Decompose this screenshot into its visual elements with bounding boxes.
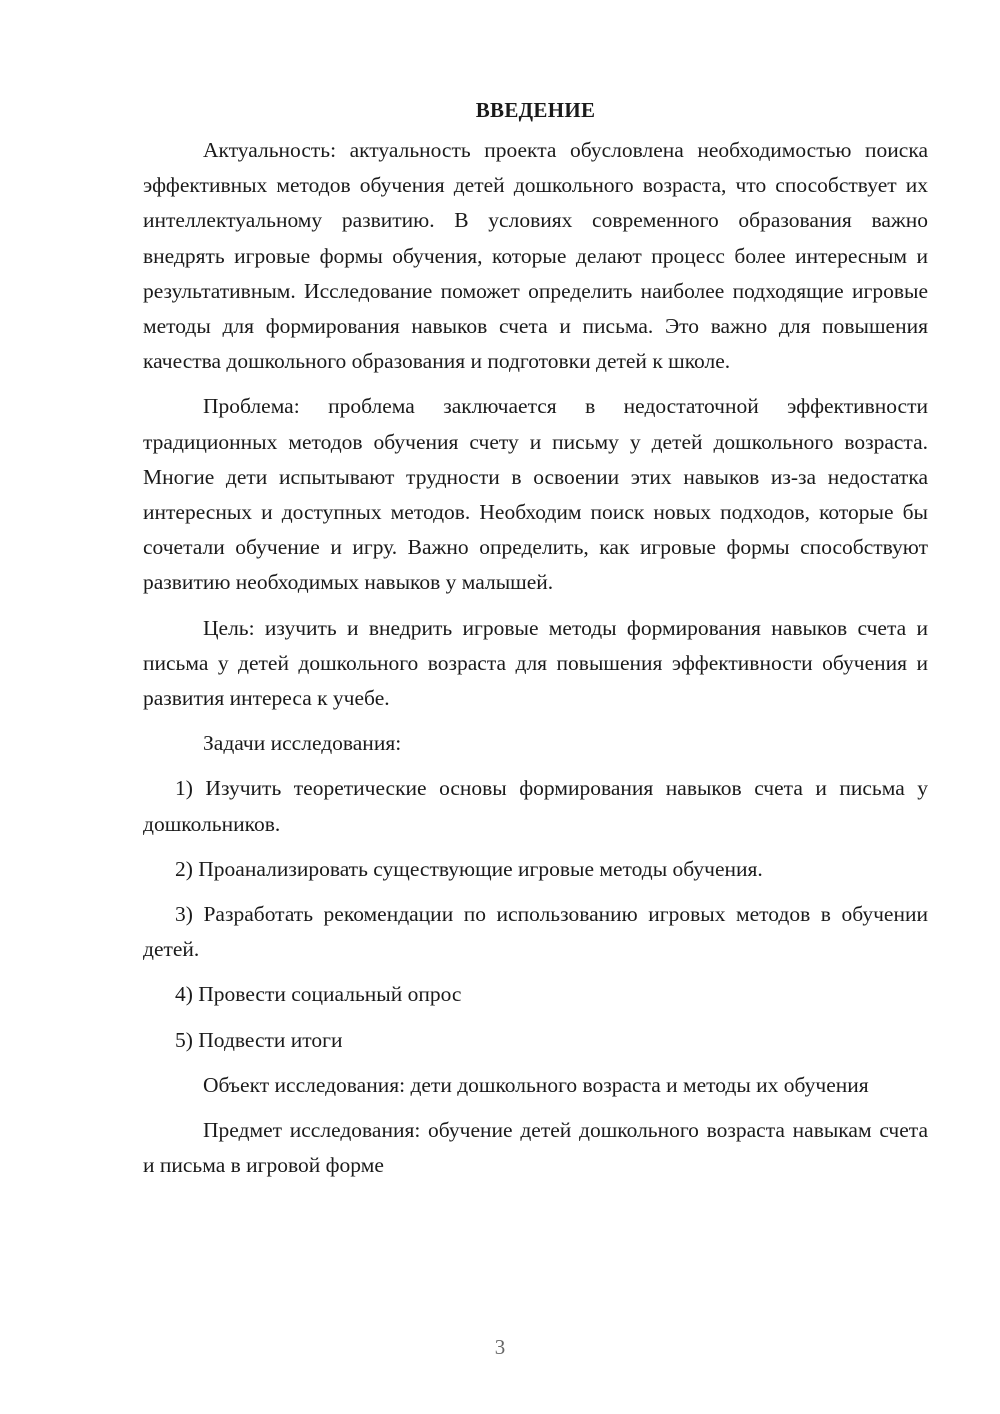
paragraph-subject: Предмет исследования: обучение детей дошкольного возраста навыкам счета и письма в игровой форме — [143, 1118, 928, 1178]
task-item: 2) Проанализировать существующие игровые методы обучения. — [175, 856, 763, 881]
paragraph-tasks-title: Задачи исследования: — [203, 731, 402, 756]
task-item: 3) Разработать рекомендации по использованию игровых методов в обучении детей. — [143, 902, 928, 962]
document-body — [143, 93, 928, 1193]
section-heading: ВВЕДЕНИЕ — [475, 98, 596, 122]
page-number: 3 — [494, 1335, 506, 1359]
task-item: 4) Провести социальный опрос — [175, 982, 462, 1007]
task-item: 5) Подвести итоги — [175, 1027, 343, 1052]
paragraph-problem: Проблема: проблема заключается в недостаточной эффективности традиционных методов обучения счету и письму у детей дошкольного возраста. Многие дети испытывают трудности в освоении этих навыков из-за недостатка интересных и доступных методов. Необходим поиск новых подходов, которые бы сочетали обучение и игру. Важно определить, как игровые формы способствуют развитию необходимых навыков у малышей. — [143, 394, 928, 595]
paragraph-object: Объект исследования: дети дошкольного возраста и методы их обучения — [203, 1072, 869, 1097]
paragraph-relevance: Актуальность: актуальность проекта обусловлена необходимостью поиска эффективных методов обучения детей дошкольного возраста, что способствует их интеллектуальному развитию. В условиях современного образования важно внедрять игровые формы обучения, которые делают процесс более интересным и результативным. Исследование поможет определить наиболее подходящие игровые методы для формирования навыков счета и письма. Это важно для повышения качества дошкольного образования и подготовки детей к школе. — [143, 138, 928, 374]
task-item: 1) Изучить теоретические основы формирования навыков счета и письма у дошкольников. — [143, 776, 928, 836]
task-list — [143, 771, 928, 1057]
paragraph-goal: Цель: изучить и внедрить игровые методы формирования навыков счета и письма у детей дошкольного возраста для повышения эффективности обучения и развития интереса к учебе. — [143, 615, 928, 711]
